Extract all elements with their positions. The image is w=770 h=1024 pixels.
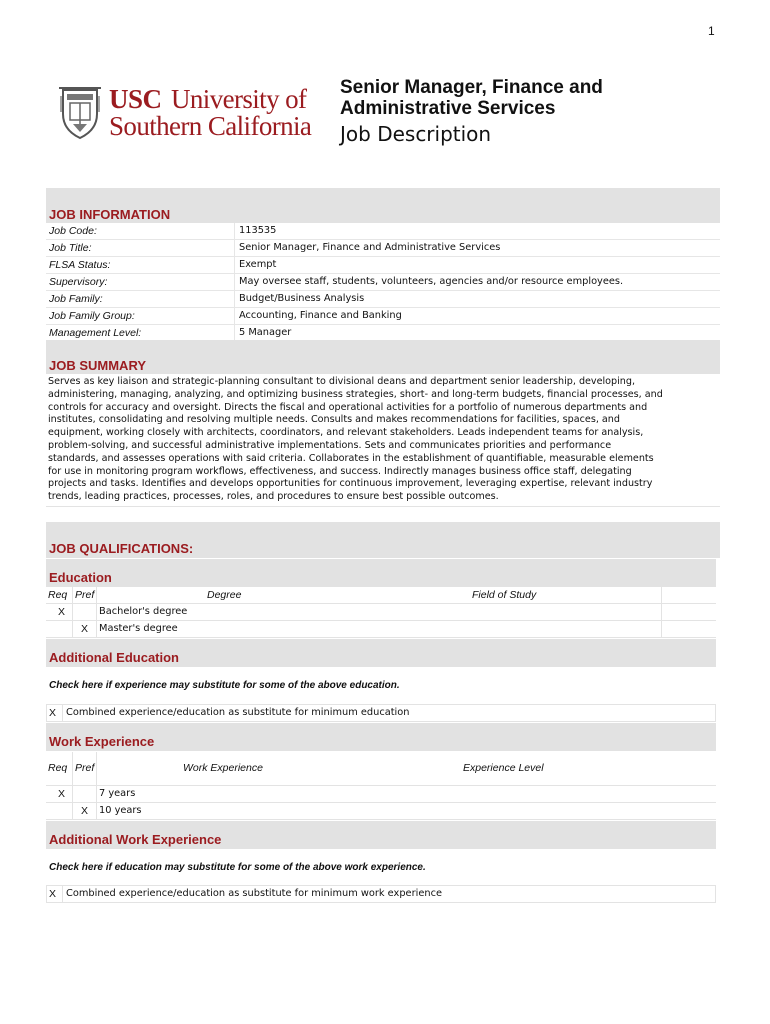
usc-seal-icon [57,84,103,140]
experience-value: 7 years [99,788,136,799]
summary-line: institutes, consolidating and resolving multiple needs. Consults and makes recommendations for facilities, spaces, and [48,414,620,426]
logo-southern-california: Southern California [109,111,312,141]
col-field-of-study: Field of Study [472,589,537,601]
info-row [46,291,720,308]
info-label: Job Family: [49,293,103,305]
col-work-experience: Work Experience [183,762,263,774]
info-row [46,274,720,291]
work-experience-header-row [46,752,716,786]
job-title-line1: Senior Manager, Finance and [340,77,603,98]
title-block [340,77,603,148]
work-substitute-row [46,885,716,903]
req-mark: X [58,606,66,618]
experience-value: 10 years [99,805,142,816]
work-experience-row [46,786,716,803]
job-information-heading: JOB INFORMATION [49,207,171,222]
job-title-line2: Administrative Services [340,98,556,119]
work-substitute-checkbox: X [49,888,57,900]
education-row [46,604,716,621]
col-pref: Pref [75,762,95,774]
job-qualifications-heading: JOB QUALIFICATIONS: [49,541,194,556]
info-value: Senior Manager, Finance and Administrative Services [239,242,501,253]
summary-line: administering, managing, analyzing, and optimizing business strategies, short- and long-term budgets, financial processes, and [48,388,663,400]
job-summary-band [46,340,720,374]
info-row [46,240,720,257]
work-substitute-note: Check here if education may substitute for some of the above work experience. [49,862,426,873]
summary-line: controls for accuracy and oversight. Directs the fiscal and operational activities for a portfolio of numerous departments and [48,401,648,413]
info-value: 5 Manager [239,327,292,338]
education-row [46,621,716,638]
info-value: May oversee staff, students, volunteers, agencies and/or resource employees. [239,276,624,287]
info-label: Job Code: [49,225,97,237]
usc-logo [57,84,329,142]
info-label: FLSA Status: [49,259,111,271]
info-row [46,257,720,274]
info-value: 113535 [239,225,277,236]
summary-divider [46,506,720,507]
logo-usc: USC [109,84,162,114]
summary-line: for use in monitoring program workflows, effectiveness, and success. Indirectly manages business office staff, delegating [48,465,632,477]
col-degree: Degree [207,589,242,601]
col-req: Req [48,762,68,774]
additional-education-heading: Additional Education [49,650,179,665]
req-mark: X [58,788,66,800]
additional-work-experience-heading: Additional Work Experience [49,832,222,847]
summary-line: equipment, working closely with architects, coordinators, and relevant stakeholders. Leads independent teams for analysis, [48,427,644,439]
work-experience-heading: Work Experience [49,734,155,749]
pref-mark: X [81,623,89,635]
info-value: Budget/Business Analysis [239,293,365,304]
degree-value: Bachelor's degree [99,606,188,617]
work-substitute-text: Combined experience/education as substitute for minimum work experience [66,888,442,899]
page-number: 1 [708,24,715,38]
education-heading: Education [49,570,112,585]
info-row [46,223,720,240]
job-summary-text [48,376,718,504]
pref-mark: X [81,805,89,817]
education-header-row [46,587,716,604]
degree-value: Master's degree [99,623,178,634]
summary-line: standards, and assesses operations with said criteria. Collaborates in the establishment of quantifiable, measurable elements [48,452,654,464]
col-req: Req [48,589,68,601]
job-summary-heading: JOB SUMMARY [49,358,147,373]
info-value: Exempt [239,259,277,270]
info-row [46,308,720,325]
info-label: Supervisory: [49,276,108,288]
info-label: Job Family Group: [49,310,135,322]
summary-line: problem-solving, and successful administrative implementations. Sets and communicates priorities and performance [48,439,612,451]
summary-line: projects and tasks. Identifies and develops opportunities for continuous improvement, leveraging expertise, relevant industry [48,478,653,490]
document-subtitle: Job Description [340,122,492,146]
logo-university: University of [171,84,307,114]
education-band [46,559,716,587]
summary-line: trends, leading practices, processes, roles, and procedures to ensure best possible outcomes. [48,491,499,503]
education-substitute-row [46,704,716,722]
summary-line: Serves as key liaison and strategic-planning consultant to divisional deans and department senior leadership, developing, [48,376,636,387]
col-experience-level: Experience Level [463,762,544,774]
info-value: Accounting, Finance and Banking [239,310,402,321]
education-substitute-checkbox: X [49,707,57,719]
col-pref: Pref [75,589,95,601]
info-label: Management Level: [49,327,142,339]
education-substitute-text: Combined experience/education as substitute for minimum education [66,707,410,718]
work-experience-row [46,803,716,820]
job-information-table [46,223,720,342]
info-label: Job Title: [49,242,92,254]
education-substitute-note: Check here if experience may substitute for some of the above education. [49,680,400,691]
